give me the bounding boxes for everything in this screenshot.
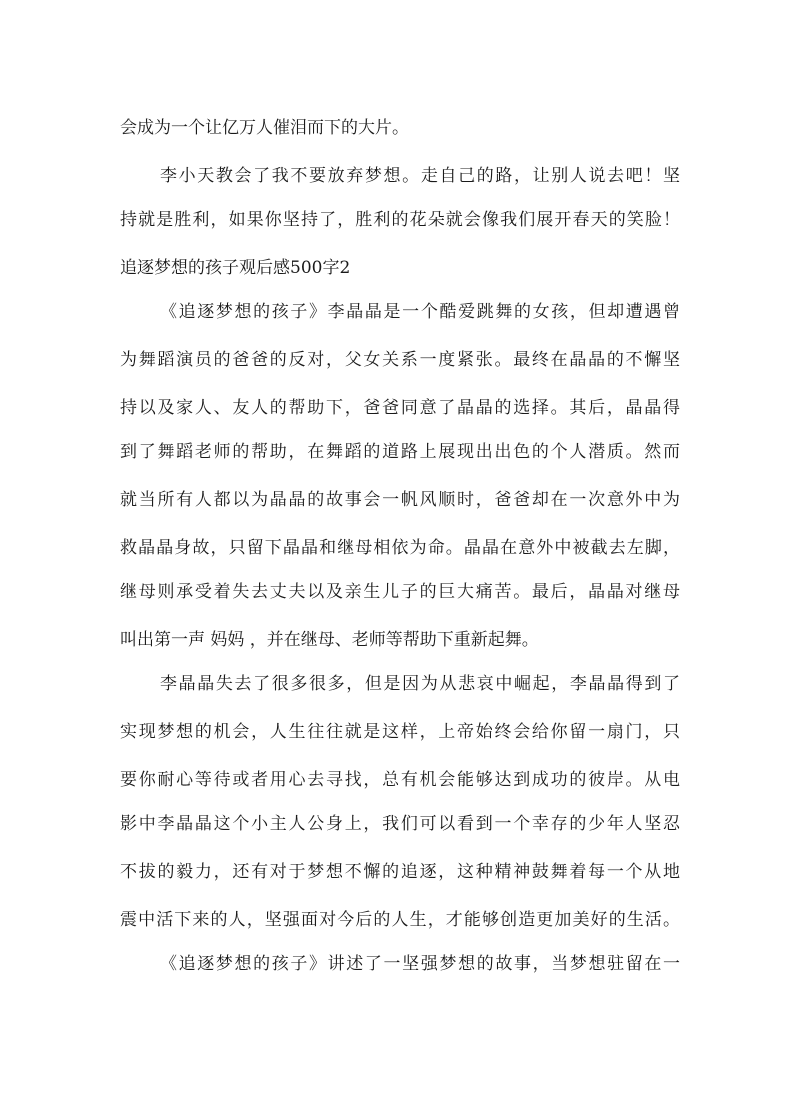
text-line-2: 李小天教会了我不要放弃梦想。走自己的路，让别人说去吧！坚 <box>160 166 680 186</box>
text-line-18: 震中活下来的人，坚强面对今后的人生，才能够创造更加美好的生活。 <box>120 910 680 930</box>
section-heading: 追逐梦想的孩子观后感500字2 <box>120 258 351 278</box>
text-line-7: 持以及家人、友人的帮助下，爸爸同意了晶晶的选择。其后，晶晶得 <box>120 398 680 418</box>
text-line-10: 救晶晶身故，只留下晶晶和继母相依为命。晶晶在意外中被截去左脚， <box>120 538 680 558</box>
text-line-12: 叫出第一声 妈妈 ，并在继母、老师等帮助下重新起舞。 <box>120 630 539 650</box>
text-line-17: 不拔的毅力，还有对于梦想不懈的追逐，这种精神鼓舞着每一个从地 <box>120 862 680 882</box>
text-line-14: 实现梦想的机会，人生往往就是这样，上帝始终会给你留一扇门，只 <box>120 722 680 742</box>
text-line-6: 为舞蹈演员的爸爸的反对，父女关系一度紧张。最终在晶晶的不懈坚 <box>120 350 680 370</box>
text-line-1: 会成为一个让亿万人催泪而下的大片。 <box>120 118 409 138</box>
text-line-8: 到了舞蹈老师的帮助，在舞蹈的道路上展现出出色的个人潜质。然而 <box>120 442 680 462</box>
text-line-9: 就当所有人都以为晶晶的故事会一帆风顺时，爸爸却在一次意外中为 <box>120 490 680 510</box>
text-line-19: 《追逐梦想的孩子》讲述了一坚强梦想的故事，当梦想驻留在一 <box>160 954 680 974</box>
text-line-5: 《追逐梦想的孩子》李晶晶是一个酷爱跳舞的女孩，但却遭遇曾 <box>160 302 680 322</box>
text-line-3: 持就是胜利，如果你坚持了，胜利的花朵就会像我们展开春天的笑脸！ <box>120 210 680 230</box>
text-line-11: 继母则承受着失去丈夫以及亲生儿子的巨大痛苦。最后，晶晶对继母 <box>120 582 680 602</box>
text-line-13: 李晶晶失去了很多很多，但是因为从悲哀中崛起，李晶晶得到了 <box>160 674 680 694</box>
text-line-15: 要你耐心等待或者用心去寻找，总有机会能够达到成功的彼岸。从电 <box>120 770 680 790</box>
text-line-16: 影中李晶晶这个小主人公身上，我们可以看到一个幸存的少年人坚忍 <box>120 814 680 834</box>
